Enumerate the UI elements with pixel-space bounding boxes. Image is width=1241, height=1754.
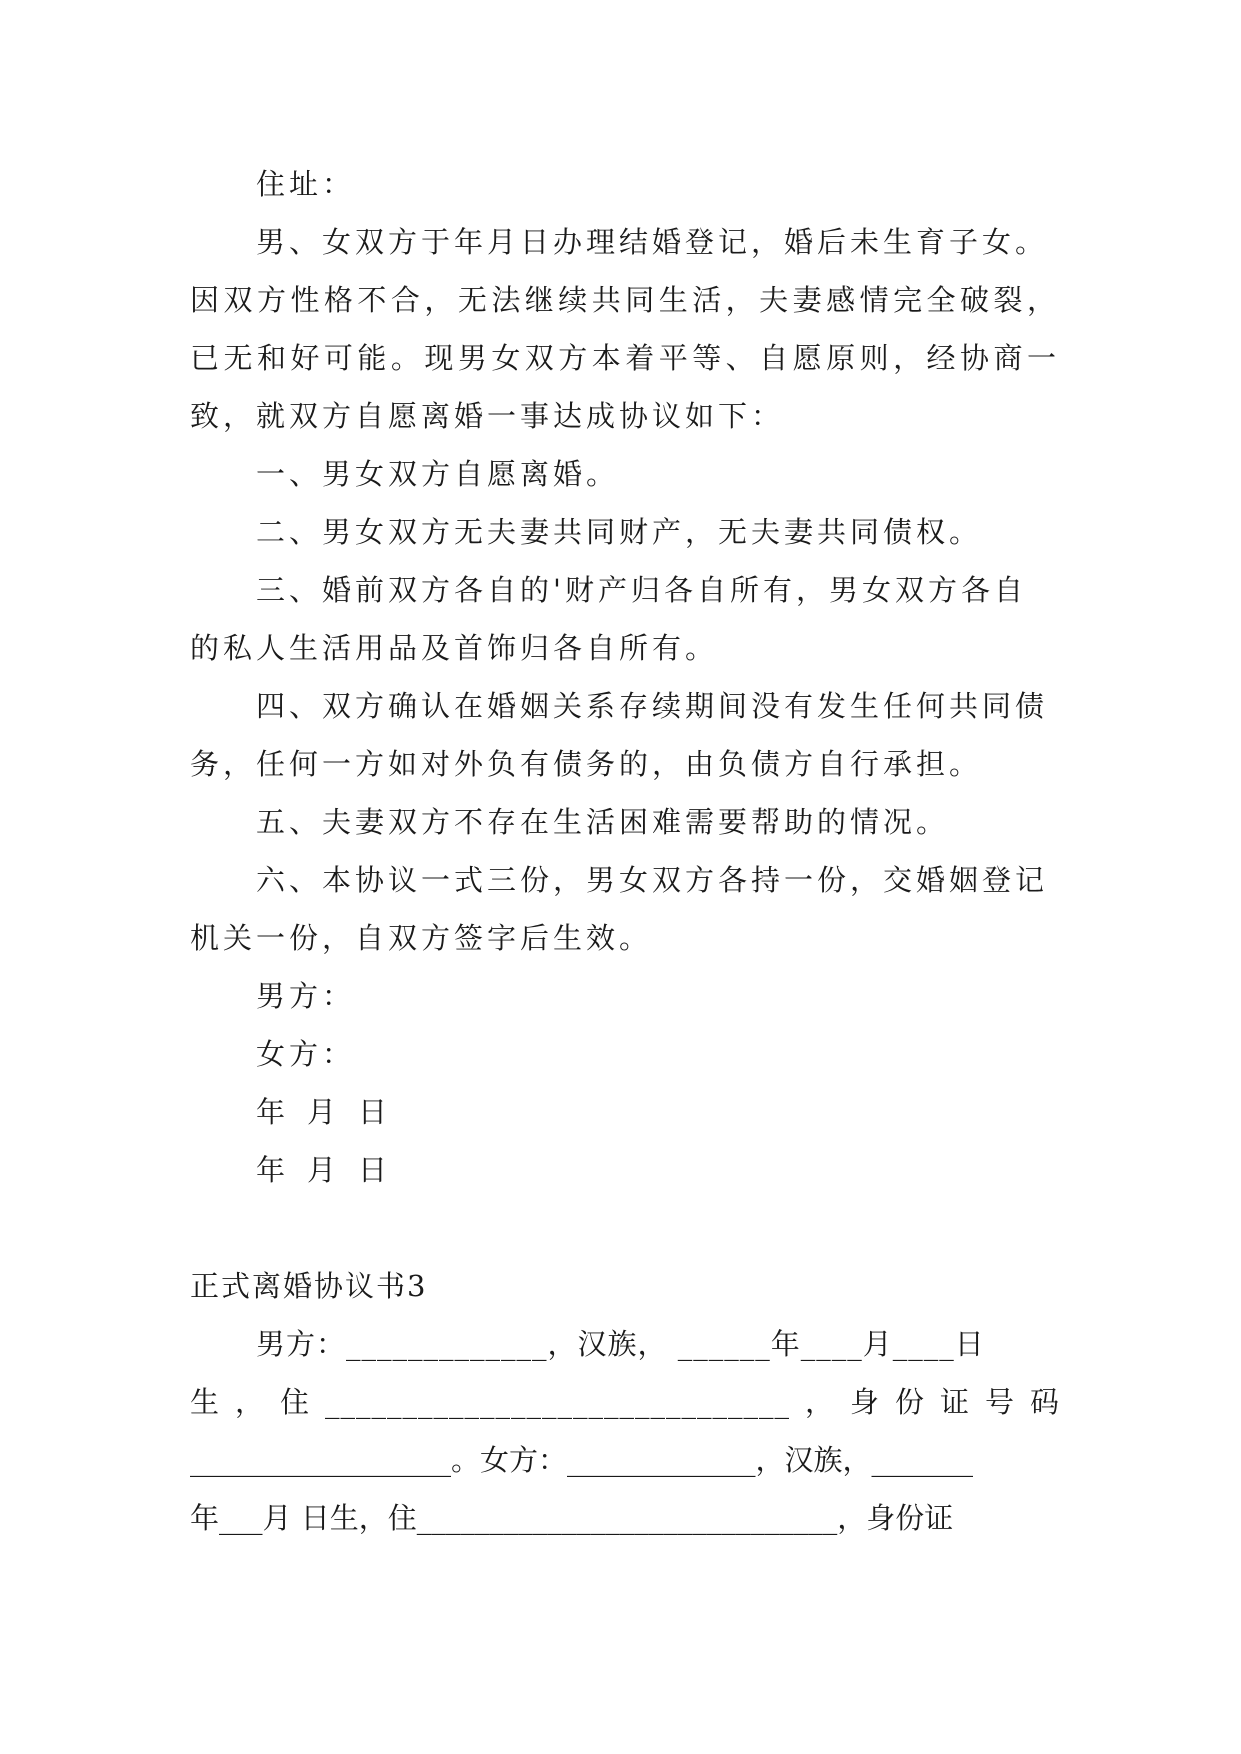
clause-line: 机关一份，自双方签字后生效。 (190, 921, 653, 955)
paragraph-line: 致，就双方自愿离婚一事达成协议如下： (190, 399, 785, 433)
date-month: 月 (307, 1153, 341, 1187)
paragraph-line: 已无和好可能。现男女双方本着平等、自愿原则，经协商一 (190, 341, 1060, 375)
date-year: 年 (256, 1153, 290, 1187)
date-day: 日 (358, 1095, 392, 1129)
form-line: 生，住______________________________，身份证号码 (190, 1385, 1060, 1419)
date-line (190, 1141, 1060, 1199)
paragraph-line: 因双方性格不合，无法继续共同生活，夫妻感情完全破裂， (190, 283, 1060, 317)
section-gap (190, 1199, 1060, 1257)
clause-line: 务，任何一方如对外负有债务的，由负债方自行承担。 (190, 747, 983, 781)
form-line: 男方：_____________，汉族， ______年____月____日 (256, 1327, 985, 1361)
signature-female: 女方： (256, 1037, 356, 1071)
form-line: 年___月 日生，住_____________________________，身份证 (190, 1501, 954, 1535)
clause-line: 四、双方确认在婚姻关系存续期间没有发生任何共同债 (256, 689, 1049, 723)
paragraph-line: 男、女双方于年月日办理结婚登记，婚后未生育子女。 (256, 225, 1049, 259)
form-line: __________________。女方：_____________，汉族，_______ (190, 1443, 974, 1477)
clause-line: 的私人生活用品及首饰归各自所有。 (190, 631, 719, 665)
signature-male: 男方： (256, 979, 356, 1013)
clause-line: 五、夫妻双方不存在生活困难需要帮助的情况。 (256, 805, 950, 839)
clause-line: 三、婚前双方各自的'财产归各自所有，男女双方各自 (256, 573, 1027, 607)
clause-line: 一、男女双方自愿离婚。 (256, 457, 620, 491)
date-day: 日 (358, 1153, 392, 1187)
document-body (190, 155, 1060, 1547)
date-year: 年 (256, 1095, 290, 1129)
date-month: 月 (307, 1095, 341, 1129)
section-title: 正式离婚协议书3 (190, 1269, 428, 1303)
date-line (190, 1083, 1060, 1141)
clause-line: 六、本协议一式三份，男女双方各持一份，交婚姻登记 (256, 863, 1049, 897)
clause-line: 二、男女双方无夫妻共同财产，无夫妻共同债权。 (256, 515, 983, 549)
address-line: 住址： (256, 167, 356, 201)
